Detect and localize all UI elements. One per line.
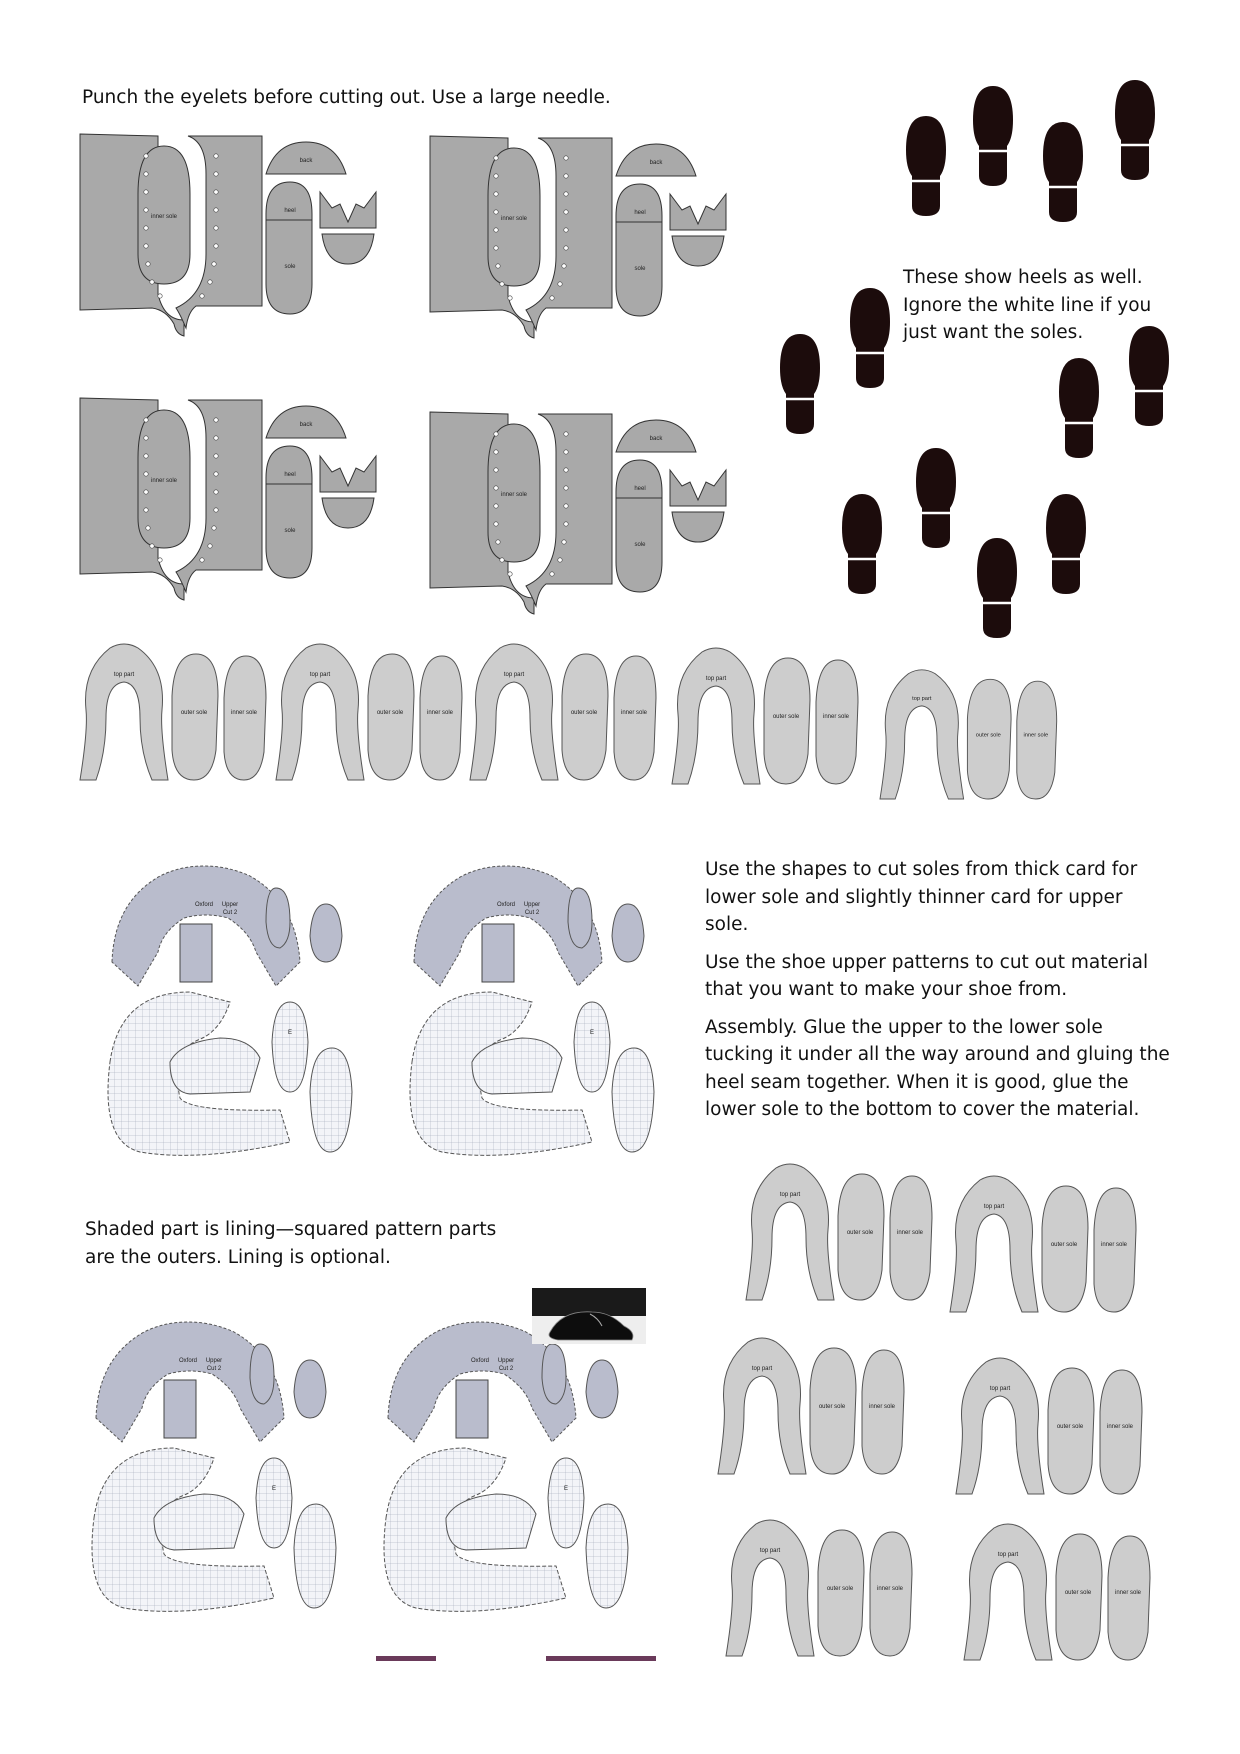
- oxford-pattern-1: [108, 866, 352, 1155]
- top-part-label: top part: [779, 1192, 801, 1198]
- boot-heel-label: heel: [634, 210, 646, 216]
- outer-sole-label: outer sole: [818, 1404, 846, 1410]
- e-label: E: [287, 1030, 293, 1036]
- outer-sole-label: outer sole: [570, 710, 598, 716]
- cut-label: Cut 2: [524, 910, 540, 916]
- top-part-label: top part: [983, 1204, 1005, 1210]
- boot-heel-label: heel: [284, 472, 296, 478]
- shoe-set-4: [672, 648, 858, 784]
- inner-sole-label: inner sole: [230, 710, 258, 716]
- shoe-set-9: [956, 1358, 1142, 1494]
- inner-sole-label: inner sole: [426, 710, 454, 716]
- inner-sole-label: inner sole: [1023, 732, 1049, 739]
- uppers-instruction: Use the shoe upper patterns to cut out material that you want to make your shoe from.: [705, 951, 1149, 1000]
- outer-sole-label: outer sole: [975, 732, 1001, 739]
- shoe-set-2: [276, 644, 462, 780]
- top-part-label: top part: [751, 1366, 773, 1372]
- soles-instruction: Use the shapes to cut soles from thick card for lower sole and slightly thinner card for upper sole.: [705, 859, 1138, 935]
- outer-sole-label: outer sole: [826, 1586, 854, 1592]
- scan-edge-mark: [546, 1656, 656, 1661]
- oxford-label: Oxford: [194, 902, 214, 908]
- top-part-label: top part: [705, 676, 727, 682]
- outer-sole-label: outer sole: [180, 710, 208, 716]
- top-part-label: top part: [912, 696, 932, 703]
- shoe-set-5: [880, 670, 1057, 799]
- outer-sole-label: outer sole: [1064, 1590, 1092, 1596]
- shoe-set-11: [964, 1524, 1150, 1660]
- shoe-set-6: [746, 1164, 932, 1300]
- inner-sole-label: inner sole: [868, 1404, 896, 1410]
- shoe-pattern-row: [80, 644, 1057, 799]
- inner-sole-label: inner sole: [822, 714, 850, 720]
- outer-sole-label: outer sole: [1050, 1242, 1078, 1248]
- oxford-label: Oxford: [496, 902, 516, 908]
- top-part-label: top part: [503, 672, 525, 678]
- boot-inner-sole-label: inner sole: [150, 214, 178, 220]
- boot-pattern-1: [80, 134, 376, 336]
- boot-sole-label: sole: [634, 266, 646, 272]
- boot-back-label: back: [299, 158, 313, 164]
- eyelet-instruction: Punch the eyelets before cutting out. Use a large needle.: [82, 87, 611, 108]
- upper-label: Upper: [523, 902, 541, 908]
- inner-sole-label: inner sole: [896, 1230, 924, 1236]
- heel-note-line-2: Ignore the white line if you: [903, 294, 1152, 316]
- top-part-label: top part: [997, 1552, 1019, 1558]
- boot-pattern-3: [80, 398, 376, 600]
- oxford-label: Oxford: [470, 1358, 490, 1364]
- outer-sole-label: outer sole: [1056, 1424, 1084, 1430]
- boot-pattern-4: [430, 412, 726, 614]
- inner-sole-label: inner sole: [1114, 1590, 1142, 1596]
- cut-label: Cut 2: [222, 910, 238, 916]
- oxford-label: Oxford: [178, 1358, 198, 1364]
- shoe-set-3: [470, 644, 656, 780]
- boot-back-label: back: [649, 160, 663, 166]
- e-label: E: [271, 1486, 277, 1492]
- inner-sole-label: inner sole: [620, 710, 648, 716]
- boot-sole-label: sole: [284, 264, 296, 270]
- upper-label: Upper: [205, 1358, 223, 1364]
- heel-note-line-3: just want the soles.: [903, 322, 1084, 343]
- top-part-label: top part: [113, 672, 135, 678]
- shoe-set-7: [950, 1176, 1136, 1312]
- lining-note: Shaded part is lining—squared pattern parts are the outers. Lining is optional.: [85, 1219, 497, 1268]
- scan-edge-mark: [376, 1656, 436, 1661]
- shoe-set-10: [726, 1520, 912, 1656]
- boot-inner-sole-label: inner sole: [500, 492, 528, 498]
- shoe-photo: [532, 1288, 646, 1344]
- outer-sole-label: outer sole: [376, 710, 404, 716]
- e-label: E: [589, 1030, 595, 1036]
- boot-back-label: back: [299, 422, 313, 428]
- oxford-pattern-4: [384, 1322, 628, 1611]
- boot-pattern-2: [430, 136, 726, 338]
- boot-sole-label: sole: [284, 528, 296, 534]
- boot-inner-sole-label: inner sole: [500, 216, 528, 222]
- top-part-label: top part: [989, 1386, 1011, 1392]
- boot-heel-label: heel: [284, 208, 296, 214]
- outer-sole-label: outer sole: [772, 714, 800, 720]
- cut-label: Cut 2: [498, 1366, 514, 1372]
- e-label: E: [563, 1486, 569, 1492]
- assembly-instruction: Assembly. Glue the upper to the lower sole tucking it under all the way around and gluing the heel seam together. When it is good, glue the lower sole to the bottom to cover the material.: [705, 1016, 1170, 1120]
- cut-label: Cut 2: [206, 1366, 222, 1372]
- boot-inner-sole-label: inner sole: [150, 478, 178, 484]
- inner-sole-label: inner sole: [1106, 1424, 1134, 1430]
- shoe-template-grid: [718, 1164, 1150, 1660]
- sole-prints: [780, 80, 1169, 638]
- boot-back-label: back: [649, 436, 663, 442]
- top-part-label: top part: [759, 1548, 781, 1554]
- inner-sole-label: inner sole: [876, 1586, 904, 1592]
- oxford-pattern-2: [410, 866, 654, 1155]
- boot-sole-label: sole: [634, 542, 646, 548]
- upper-label: Upper: [497, 1358, 515, 1364]
- shoe-set-1: [80, 644, 266, 780]
- upper-label: Upper: [221, 902, 239, 908]
- outer-sole-label: outer sole: [846, 1230, 874, 1236]
- top-part-label: top part: [309, 672, 331, 678]
- inner-sole-label: inner sole: [1100, 1242, 1128, 1248]
- shoe-set-8: [718, 1338, 904, 1474]
- heel-note-line-1: These show heels as well.: [903, 267, 1143, 288]
- oxford-pattern-3: [92, 1322, 336, 1611]
- boot-heel-label: heel: [634, 486, 646, 492]
